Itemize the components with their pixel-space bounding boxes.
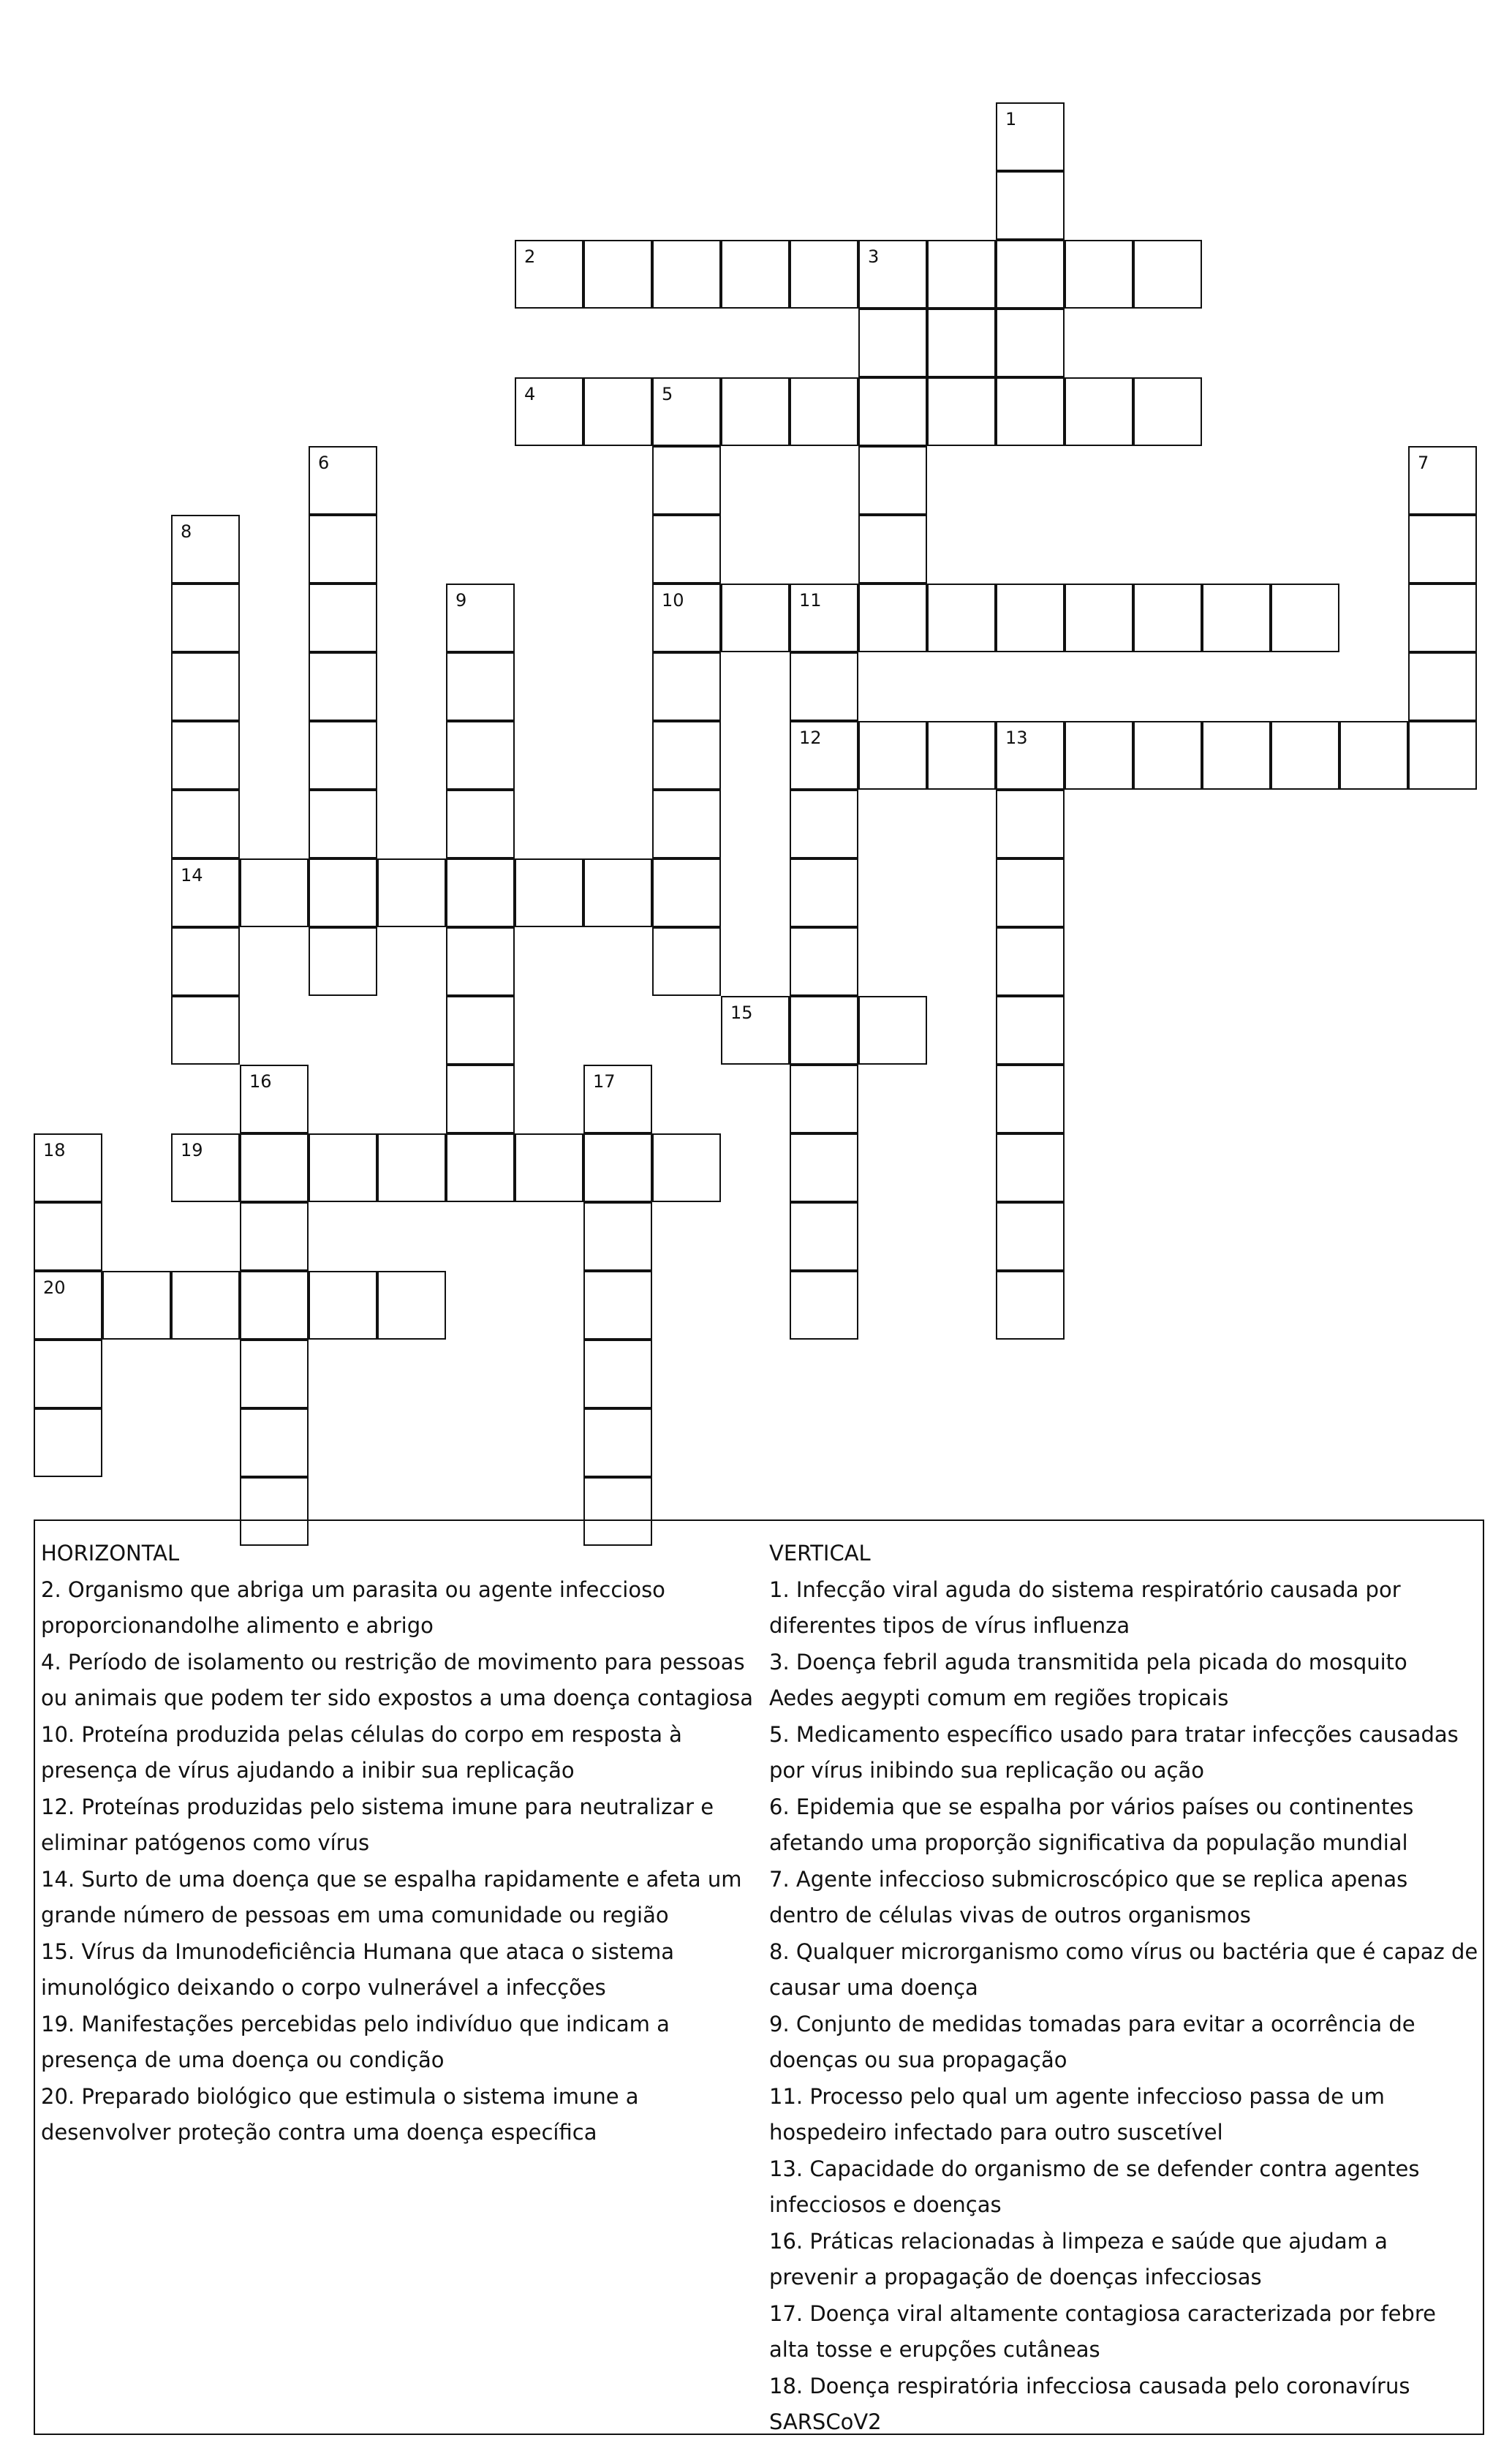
- grid-cell[interactable]: [1202, 584, 1271, 652]
- grid-cell[interactable]: [240, 1133, 309, 1202]
- grid-cell[interactable]: [927, 240, 996, 309]
- grid-cell[interactable]: [34, 1340, 102, 1408]
- grid-cell[interactable]: [858, 377, 927, 446]
- grid-cell[interactable]: [309, 721, 377, 790]
- grid-cell[interactable]: [1271, 584, 1339, 652]
- grid-cell[interactable]: [790, 996, 858, 1065]
- grid-cell[interactable]: [309, 1271, 377, 1340]
- grid-cell[interactable]: [652, 721, 721, 790]
- clue-box: [34, 1519, 1484, 2435]
- grid-cell[interactable]: [927, 377, 996, 446]
- vertical-clue: 3. Doença febril aguda transmitida pela picada do mosquito Aedes aegypti comum em regiões tropicais: [769, 1649, 1407, 1710]
- clue-number: 10: [662, 590, 684, 611]
- clue-number: 7: [1418, 453, 1429, 473]
- grid-cell[interactable]: [171, 721, 240, 790]
- clue-number: 12: [799, 728, 822, 748]
- grid-cell[interactable]: [583, 1408, 652, 1477]
- horizontal-clue: 2. Organismo que abriga um parasita ou agente infeccioso proporcionandolhe alimento e abrigo: [41, 1577, 665, 1638]
- grid-cell[interactable]: [996, 240, 1065, 309]
- grid-cell[interactable]: [996, 1271, 1065, 1340]
- grid-cell[interactable]: [583, 1340, 652, 1408]
- vertical-clue: 5. Medicamento específico usado para tratar infecções causadas por vírus inibindo sua replicação ou ação: [769, 1721, 1459, 1783]
- grid-cell[interactable]: [515, 377, 583, 446]
- grid-cell[interactable]: [515, 858, 583, 927]
- grid-cell[interactable]: [652, 515, 721, 584]
- grid-cell[interactable]: [1065, 584, 1133, 652]
- grid-cell[interactable]: [171, 652, 240, 721]
- grid-cell[interactable]: [377, 1271, 446, 1340]
- grid-cell[interactable]: [858, 446, 927, 515]
- clue-number: 6: [318, 453, 330, 473]
- grid-cell[interactable]: [171, 584, 240, 652]
- grid-cell[interactable]: [446, 1133, 515, 1202]
- clue-number: 13: [1005, 728, 1028, 748]
- grid-cell[interactable]: [1133, 377, 1202, 446]
- clue-number: 18: [43, 1140, 66, 1160]
- grid-cell[interactable]: [858, 721, 927, 790]
- grid-cell[interactable]: [652, 927, 721, 996]
- grid-cell[interactable]: [721, 377, 790, 446]
- clue-number: 9: [456, 590, 467, 611]
- clue-number: 1: [1005, 109, 1017, 129]
- vertical-heading: VERTICAL: [769, 1541, 871, 1566]
- grid-cell[interactable]: [583, 240, 652, 309]
- grid-cell[interactable]: [652, 790, 721, 858]
- grid-cell[interactable]: [996, 1202, 1065, 1271]
- grid-cell[interactable]: [790, 1271, 858, 1340]
- horizontal-clue-list: [41, 1572, 761, 2151]
- grid-cell[interactable]: [34, 1202, 102, 1271]
- grid-cell[interactable]: [240, 1202, 309, 1271]
- grid-cell[interactable]: [652, 446, 721, 515]
- grid-cell[interactable]: [996, 1133, 1065, 1202]
- horizontal-heading: HORIZONTAL: [41, 1541, 180, 1566]
- grid-cell[interactable]: [790, 858, 858, 927]
- grid-cell[interactable]: [446, 858, 515, 927]
- horizontal-clue: 15. Vírus da Imunodeficiência Humana que ataca o sistema imunológico deixando o corpo vulnerável a infecções: [41, 1938, 675, 2000]
- clue-number: 11: [799, 590, 822, 611]
- grid-cell[interactable]: [996, 721, 1065, 790]
- grid-cell[interactable]: [790, 1065, 858, 1133]
- grid-cell[interactable]: [1408, 721, 1477, 790]
- clue-number: 16: [249, 1071, 272, 1092]
- grid-cell[interactable]: [996, 584, 1065, 652]
- grid-cell[interactable]: [1133, 584, 1202, 652]
- clue-number: 17: [593, 1071, 616, 1092]
- clue-number: 2: [524, 246, 536, 267]
- grid-cell[interactable]: [34, 1408, 102, 1477]
- grid-cell[interactable]: [1065, 377, 1133, 446]
- grid-cell[interactable]: [240, 1065, 309, 1133]
- grid-cell[interactable]: [996, 927, 1065, 996]
- grid-cell[interactable]: [1408, 584, 1477, 652]
- grid-cell[interactable]: [652, 652, 721, 721]
- grid-cell[interactable]: [171, 996, 240, 1065]
- grid-cell[interactable]: [652, 584, 721, 652]
- vertical-clue: 6. Epidemia que se espalha por vários países ou continentes afetando uma proporção significativa da população mundial: [769, 1794, 1414, 1855]
- horizontal-clue: 20. Preparado biológico que estimula o sistema imune a desenvolver proteção contra uma doença específica: [41, 2083, 639, 2145]
- grid-cell[interactable]: [652, 858, 721, 927]
- grid-cell[interactable]: [927, 721, 996, 790]
- grid-cell[interactable]: [1202, 721, 1271, 790]
- vertical-clue: 16. Práticas relacionadas à limpeza e saúde que ajudam a prevenir a propagação de doenças infecciosas: [769, 2228, 1388, 2289]
- grid-cell[interactable]: [996, 102, 1065, 171]
- grid-cell[interactable]: [515, 240, 583, 309]
- grid-cell[interactable]: [309, 515, 377, 584]
- grid-cell[interactable]: [240, 858, 309, 927]
- grid-cell[interactable]: [790, 584, 858, 652]
- grid-cell[interactable]: [446, 721, 515, 790]
- vertical-clue: 13. Capacidade do organismo de se defender contra agentes infecciosos e doenças: [769, 2156, 1420, 2217]
- grid-cell[interactable]: [790, 1202, 858, 1271]
- clue-number: 8: [181, 521, 192, 542]
- grid-cell[interactable]: [583, 377, 652, 446]
- grid-cell[interactable]: [515, 1133, 583, 1202]
- grid-cell[interactable]: [790, 240, 858, 309]
- grid-cell[interactable]: [996, 171, 1065, 240]
- grid-cell[interactable]: [240, 1271, 309, 1340]
- grid-cell[interactable]: [309, 927, 377, 996]
- clue-number: 3: [868, 246, 880, 267]
- grid-cell[interactable]: [790, 1133, 858, 1202]
- grid-cell[interactable]: [858, 515, 927, 584]
- grid-cell[interactable]: [309, 584, 377, 652]
- grid-cell[interactable]: [583, 858, 652, 927]
- grid-cell[interactable]: [240, 1340, 309, 1408]
- grid-cell[interactable]: [171, 1271, 240, 1340]
- grid-cell[interactable]: [240, 1408, 309, 1477]
- horizontal-clue: 4. Período de isolamento ou restrição de movimento para pessoas ou animais que podem ter sido expostos a uma doença contagiosa: [41, 1649, 753, 1710]
- grid-cell[interactable]: [790, 377, 858, 446]
- grid-cell[interactable]: [996, 858, 1065, 927]
- horizontal-clues: [41, 1536, 761, 2151]
- grid-cell[interactable]: [996, 790, 1065, 858]
- grid-cell[interactable]: [652, 1133, 721, 1202]
- grid-cell[interactable]: [583, 1271, 652, 1340]
- horizontal-clue: 14. Surto de uma doença que se espalha rapidamente e afeta um grande número de pessoas em uma comunidade ou região: [41, 1866, 742, 1928]
- grid-cell[interactable]: [309, 446, 377, 515]
- grid-cell[interactable]: [996, 377, 1065, 446]
- grid-cell[interactable]: [1408, 652, 1477, 721]
- horizontal-clue: 19. Manifestações percebidas pelo indivíduo que indicam a presença de uma doença ou condição: [41, 2011, 670, 2072]
- grid-cell[interactable]: [996, 1065, 1065, 1133]
- grid-cell[interactable]: [171, 1133, 240, 1202]
- clue-number: 5: [662, 384, 673, 404]
- grid-cell[interactable]: [309, 652, 377, 721]
- grid-cell[interactable]: [309, 1133, 377, 1202]
- grid-cell[interactable]: [309, 790, 377, 858]
- grid-cell[interactable]: [446, 652, 515, 721]
- grid-cell[interactable]: [858, 996, 927, 1065]
- vertical-clue-list: [769, 1572, 1478, 2441]
- grid-cell[interactable]: [583, 1202, 652, 1271]
- clue-number: 15: [730, 1003, 753, 1023]
- grid-cell[interactable]: [34, 1271, 102, 1340]
- grid-cell[interactable]: [171, 790, 240, 858]
- horizontal-clue: 12. Proteínas produzidas pelo sistema imune para neutralizar e eliminar patógenos como vírus: [41, 1794, 714, 1855]
- vertical-clues: [769, 1536, 1478, 2441]
- grid-cell[interactable]: [171, 515, 240, 584]
- grid-cell[interactable]: [583, 1065, 652, 1133]
- grid-cell[interactable]: [996, 309, 1065, 377]
- grid-cell[interactable]: [721, 584, 790, 652]
- grid-cell[interactable]: [927, 584, 996, 652]
- grid-cell[interactable]: [858, 584, 927, 652]
- vertical-clue: 17. Doença viral altamente contagiosa caracterizada por febre alta tosse e erupções cutâneas: [769, 2300, 1436, 2362]
- grid-cell[interactable]: [377, 858, 446, 927]
- grid-cell[interactable]: [446, 996, 515, 1065]
- clue-number: 14: [181, 865, 203, 886]
- grid-cell[interactable]: [927, 309, 996, 377]
- grid-cell[interactable]: [309, 858, 377, 927]
- grid-cell[interactable]: [790, 652, 858, 721]
- grid-cell[interactable]: [790, 721, 858, 790]
- grid-cell[interactable]: [1339, 721, 1408, 790]
- grid-cell[interactable]: [996, 996, 1065, 1065]
- clue-number: 19: [181, 1140, 203, 1160]
- grid-cell[interactable]: [377, 1133, 446, 1202]
- grid-cell[interactable]: [790, 790, 858, 858]
- grid-cell[interactable]: [1408, 515, 1477, 584]
- grid-cell[interactable]: [1065, 240, 1133, 309]
- grid-cell[interactable]: [34, 1133, 102, 1202]
- grid-cell[interactable]: [1133, 240, 1202, 309]
- grid-cell[interactable]: [1065, 721, 1133, 790]
- vertical-clue: 8. Qualquer microrganismo como vírus ou bactéria que é capaz de causar uma doença: [769, 1938, 1478, 2000]
- grid-cell[interactable]: [171, 858, 240, 927]
- grid-cell[interactable]: [721, 996, 790, 1065]
- grid-cell[interactable]: [446, 584, 515, 652]
- grid-cell[interactable]: [171, 927, 240, 996]
- grid-cell[interactable]: [446, 927, 515, 996]
- horizontal-clue: 10. Proteína produzida pelas células do corpo em resposta à presença de vírus ajudando a inibir sua replicação: [41, 1721, 682, 1783]
- grid-cell[interactable]: [446, 1065, 515, 1133]
- grid-cell[interactable]: [1133, 721, 1202, 790]
- clue-number: 4: [524, 384, 536, 404]
- vertical-clue: 7. Agente infeccioso submicroscópico que se replica apenas dentro de células vivas de outros organismos: [769, 1866, 1408, 1928]
- grid-cell[interactable]: [858, 240, 927, 309]
- grid-cell[interactable]: [102, 1271, 171, 1340]
- grid-cell[interactable]: [652, 377, 721, 446]
- grid-cell[interactable]: [652, 240, 721, 309]
- grid-cell[interactable]: [858, 309, 927, 377]
- grid-cell[interactable]: [446, 790, 515, 858]
- vertical-clue: 18. Doença respiratória infecciosa causada pelo coronavírus SARSCoV2: [769, 2373, 1410, 2434]
- clue-number: 20: [43, 1277, 66, 1298]
- vertical-clue: 1. Infecção viral aguda do sistema respiratório causada por diferentes tipos de vírus influenza: [769, 1577, 1401, 1638]
- grid-cell[interactable]: [790, 927, 858, 996]
- vertical-clue: 9. Conjunto de medidas tomadas para evitar a ocorrência de doenças ou sua propagação: [769, 2011, 1415, 2072]
- vertical-clue: 11. Processo pelo qual um agente infeccioso passa de um hospedeiro infectado para outro suscetível: [769, 2083, 1385, 2145]
- grid-cell[interactable]: [1408, 446, 1477, 515]
- grid-cell[interactable]: [1271, 721, 1339, 790]
- grid-cell[interactable]: [583, 1133, 652, 1202]
- grid-cell[interactable]: [721, 240, 790, 309]
